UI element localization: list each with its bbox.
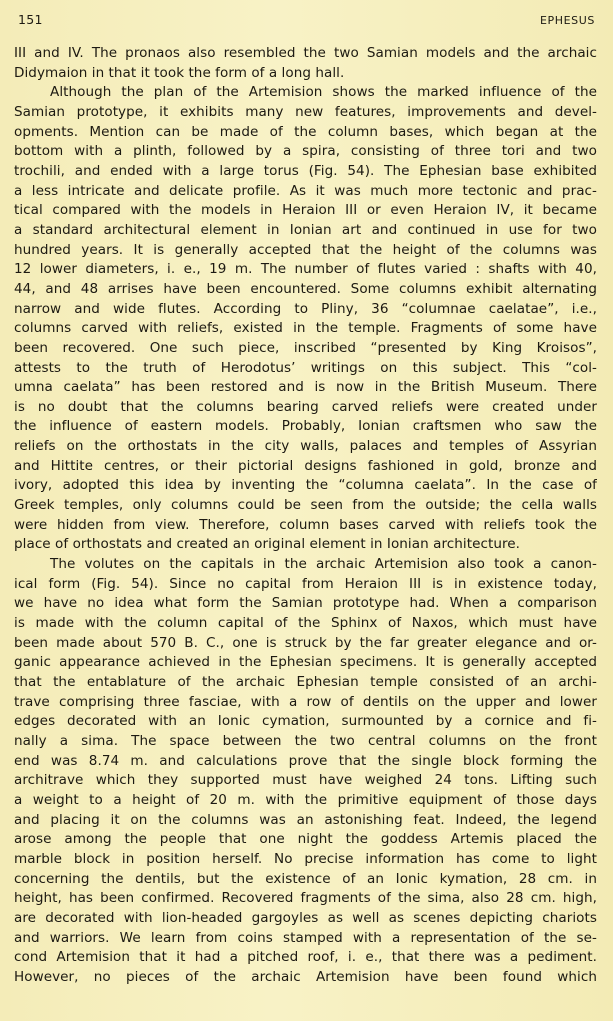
text-line: and warriors. We learn from coins stamped with a representation of the se-: [14, 929, 597, 946]
text-line: arose among the people that one night the goddess Artemis placed the: [14, 831, 597, 848]
text-line: Greek temples, only columns could be seen from the outside; the cella walls: [14, 497, 597, 514]
text-line: narrow and wide flutes. According to Pliny, 36 “columnae caelatae”, i.e.,: [14, 300, 597, 317]
text-line: The volutes on the capitals in the archaic Artemision also took a canon-: [50, 556, 597, 573]
text-line: Although the plan of the Artemision shows the marked influence of the: [50, 84, 597, 101]
running-head: [14, 12, 597, 44]
text-line: ivory, adopted this idea by inventing the “columna caelata”. In the case of: [14, 477, 597, 494]
paragraph: [14, 555, 597, 987]
text-line: However, no pieces of the archaic Artemision have been found which: [14, 968, 597, 985]
text-line: height, has been confirmed. Recovered fragments of the sima, also 28 cm. high,: [14, 890, 597, 907]
text-line: place of orthostats and created an original element in Ionian architecture.: [14, 536, 521, 553]
page-number: 151: [18, 12, 43, 27]
text-line: attests to the truth of Herodotus’ writings on this subject. This “col-: [14, 359, 597, 376]
text-line: 44, and 48 arrises have been encountered. Some columns exhibit alternating: [14, 280, 597, 297]
paragraph: [14, 83, 597, 555]
text-line: and placing it on the columns was an astonishing feat. Indeed, the legend: [14, 811, 597, 828]
text-line: trochili, and ended with a large torus (Fig. 54). The Ephesian base exhibited: [14, 162, 597, 179]
text-line: a less intricate and delicate profile. As it was much more tectonic and prac-: [14, 182, 597, 199]
text-line: tical compared with the models in Heraion III or even Heraion IV, it became: [14, 202, 597, 219]
text-line: hundred years. It is generally accepted that the height of the columns was: [14, 241, 597, 258]
text-line: umna caelata” has been restored and is now in the British Museum. There: [14, 379, 597, 396]
text-line: a weight to a height of 20 m. with the primitive equipment of those days: [14, 791, 597, 808]
running-title: EPHESUS: [539, 14, 595, 27]
text-line: ical form (Fig. 54). Since no capital from Heraion III is in existence today,: [14, 575, 597, 592]
text-line: cond Artemision that it had a pitched roof, i. e., that there was a pediment.: [14, 949, 597, 966]
text-line: we have no idea what form the Samian prototype had. When a comparison: [14, 595, 597, 612]
text-line: is made with the column capital of the Sphinx of Naxos, which must have: [14, 615, 597, 632]
text-line: marble block in position herself. No precise information has come to light: [14, 850, 597, 867]
text-line: bottom with a plinth, followed by a spira, consisting of three tori and two: [14, 143, 597, 160]
text-line: nally a sima. The space between the two central columns on the front: [14, 732, 597, 749]
body-text: [14, 44, 597, 988]
text-line: and Hittite centres, or their pictorial designs fashioned in gold, bronze and: [14, 457, 597, 474]
text-line: end was 8.74 m. and calculations prove that the single block forming the: [14, 752, 597, 769]
text-line: opments. Mention can be made of the column bases, which began at the: [14, 123, 597, 140]
text-line: III and IV. The pronaos also resembled the two Samian models and the archaic: [14, 45, 597, 61]
text-line: that the entablature of the archaic Ephesian temple consisted of an archi-: [14, 674, 597, 690]
text-line: are decorated with lion-headed gargoyles as well as scenes depicting chariots: [14, 909, 597, 926]
text-line: is no doubt that the columns bearing carved reliefs were created under: [14, 398, 597, 415]
text-line: Didymaion in that it took the form of a long hall.: [14, 64, 345, 81]
text-line: ganic appearance achieved in the Ephesian specimens. It is generally accepted: [14, 654, 597, 671]
text-line: edges decorated with an Ionic cymation, surmounted by a cornice and fi-: [14, 713, 597, 730]
text-line: reliefs on the orthostats in the city walls, palaces and temples of Assyrian: [14, 438, 597, 455]
text-line: 12 lower diameters, i. e., 19 m. The number of flutes varied : shafts with 40,: [14, 261, 597, 278]
text-line: concerning the dentils, but the existence of an Ionic kymation, 28 cm. in: [14, 870, 597, 887]
text-line: the influence of eastern models. Probably, Ionian craftsmen who saw the: [14, 418, 597, 435]
text-line: trave comprising three fasciae, with a row of dentils on the upper and lower: [14, 693, 597, 710]
paragraph: [14, 44, 597, 83]
text-line: columns carved with reliefs, existed in the temple. Fragments of some have: [14, 320, 597, 337]
text-line: been made about 570 B. C., one is struck by the far greater elegance and or-: [14, 634, 597, 651]
text-line: a standard architectural element in Ionian art and continued in use for two: [14, 221, 597, 238]
text-line: were hidden from view. Therefore, column bases carved with reliefs took the: [14, 516, 597, 533]
text-line: architrave which they supported must have weighed 24 tons. Lifting such: [14, 772, 597, 789]
text-line: Samian prototype, it exhibits many new features, improvements and devel-: [14, 103, 597, 120]
text-line: been recovered. One such piece, inscribed “presented by King Kroisos”,: [14, 339, 597, 356]
